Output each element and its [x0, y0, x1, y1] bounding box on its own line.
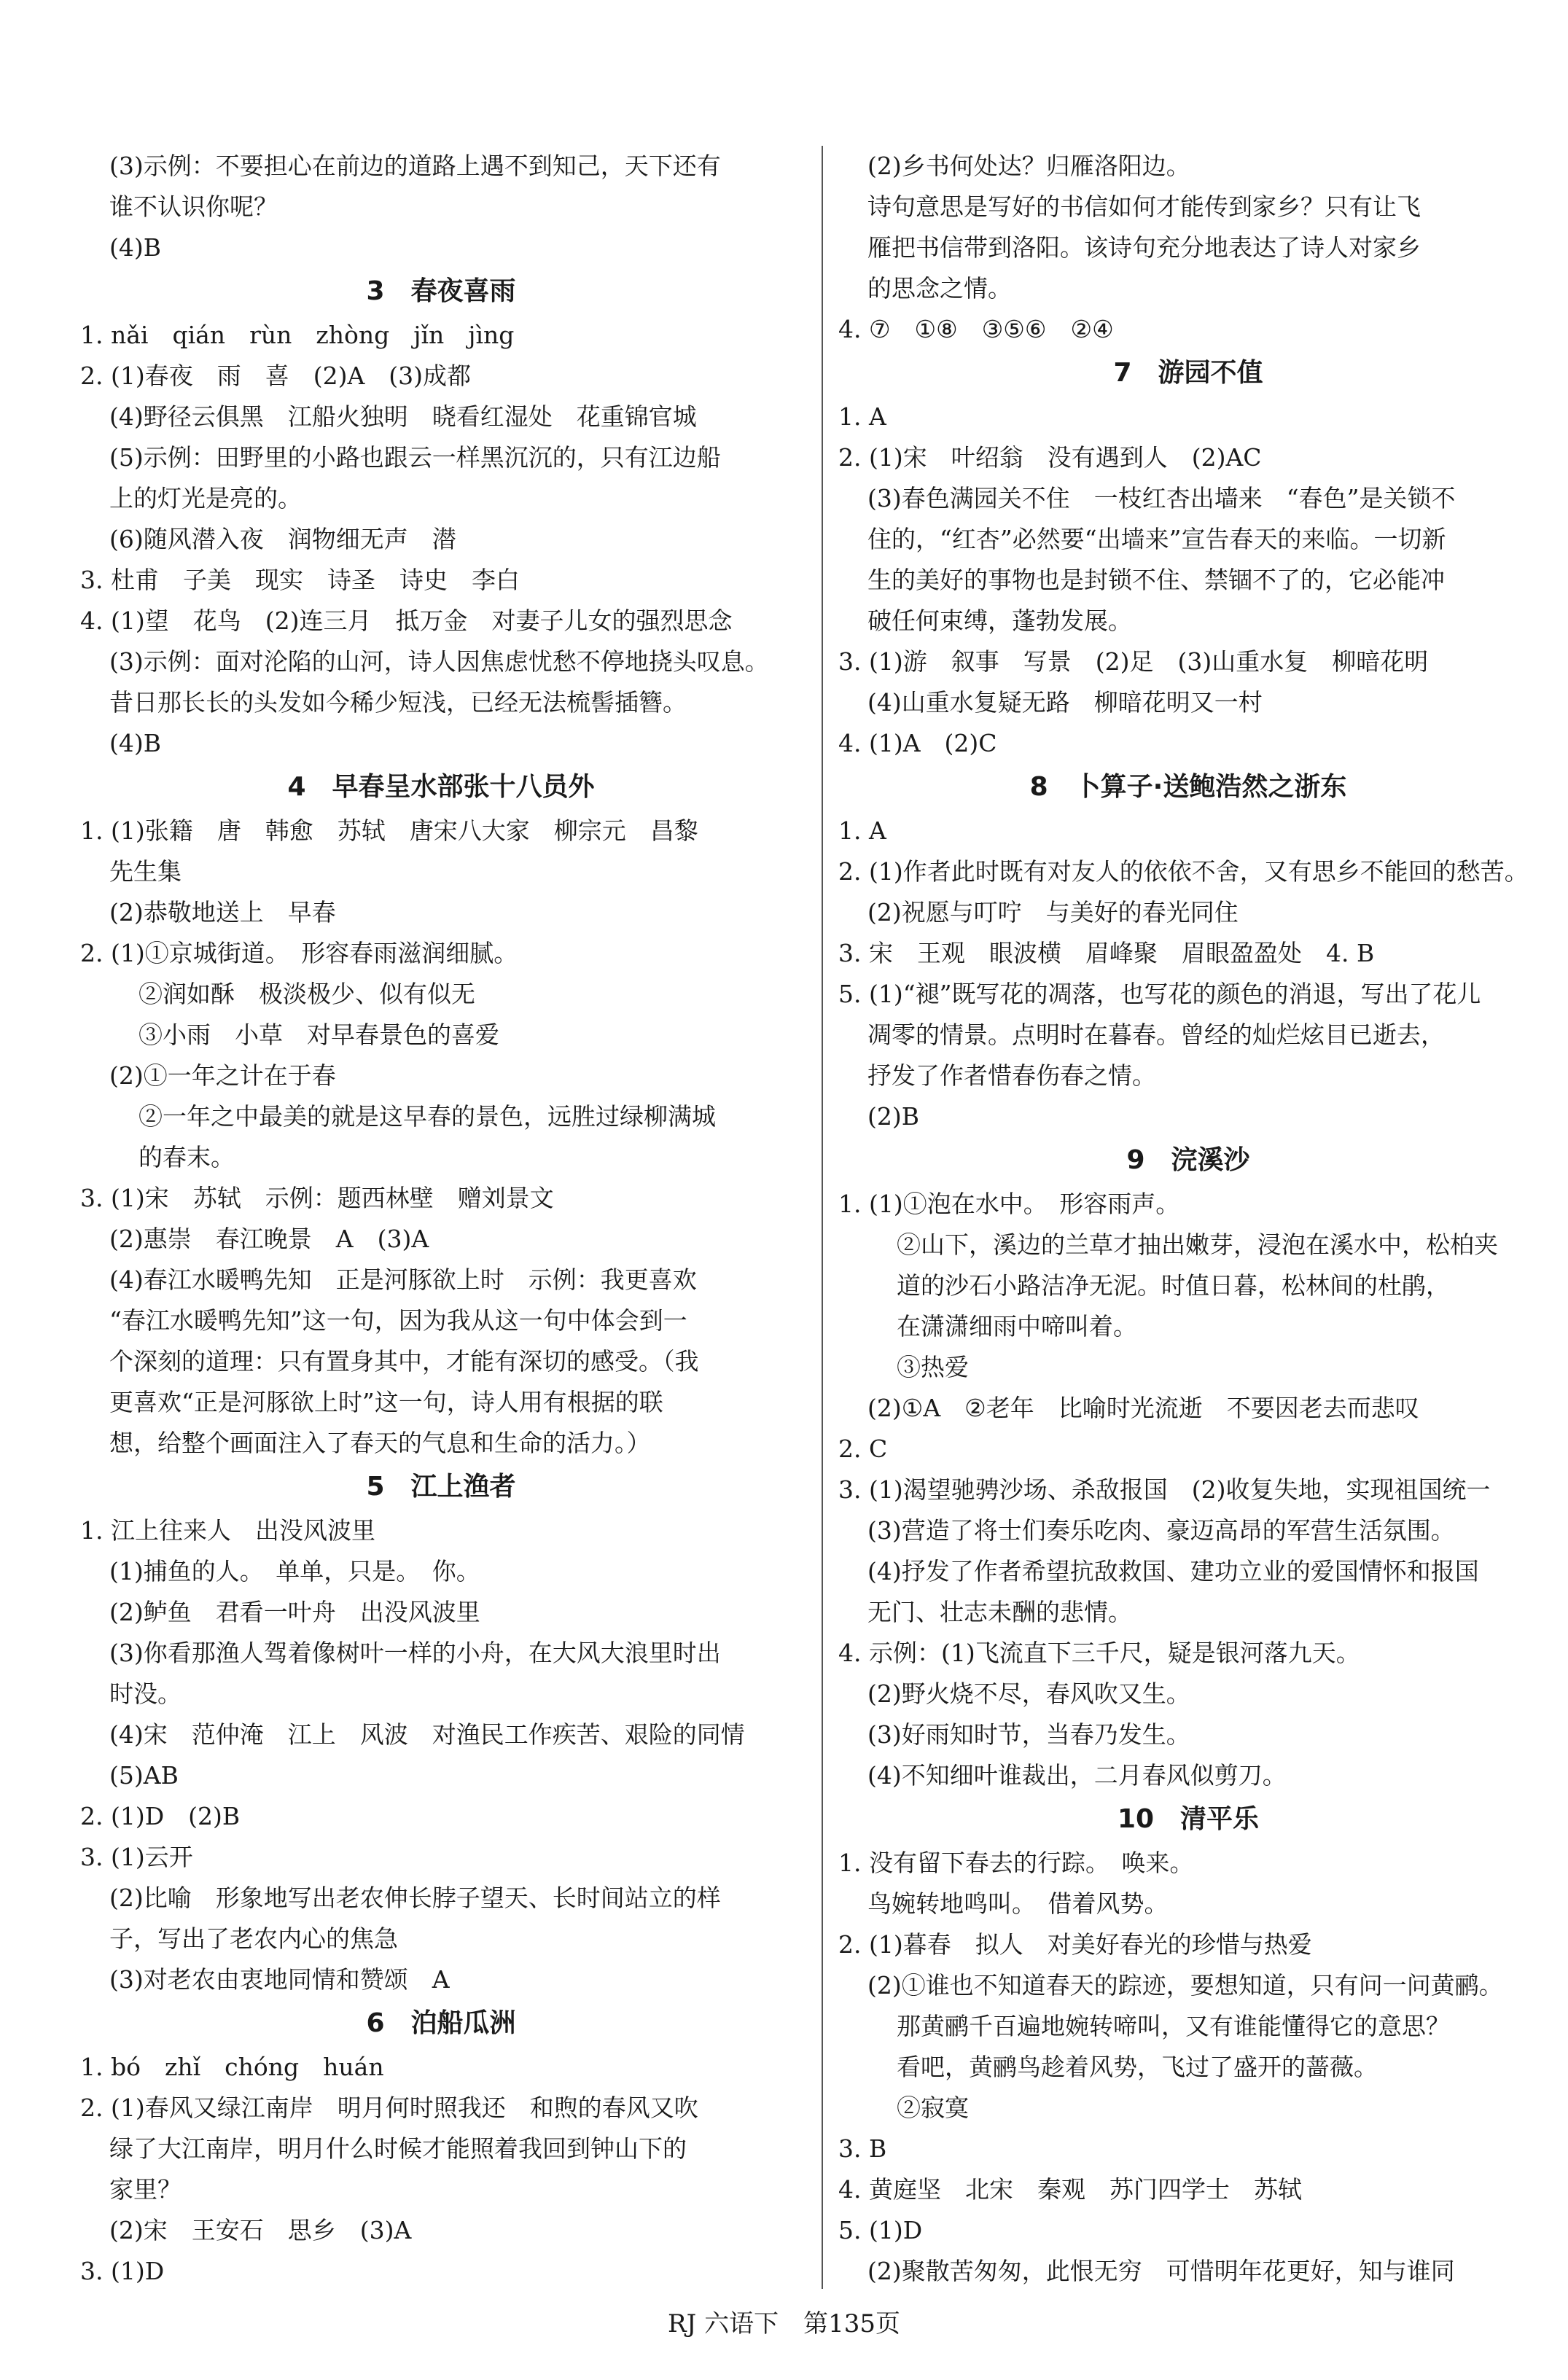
answer-line: (3)对老农由衷地同情和赞颂 A [109, 1965, 450, 1994]
answer-line: 1. (1)张籍 唐 韩愈 苏轼 唐宋八大家 柳宗元 昌黎 [80, 816, 698, 845]
answer-line: ②山下，溪边的兰草才抽出嫩芽，浸泡在溪水中，松柏夹 [897, 1230, 1498, 1259]
answer-line: 凋零的情景。点明时在暮春。曾经的灿烂炫目已逝去， [867, 1021, 1445, 1049]
answer-line: (2)①谁也不知道春天的踪迹，要想知道，只有问一问黄鹂。 [867, 1971, 1503, 1999]
answer-line: (4)抒发了作者希望抗敌救国、建功立业的爱国情怀和报国 [867, 1557, 1479, 1585]
answer-line: 更喜欢“正是河豚欲上时”这一句，诗人用有根据的联 [109, 1388, 663, 1416]
answer-line: 2. (1)宋 叶绍翁 没有遇到人 (2)AC [838, 443, 1262, 472]
section-heading: 4 早春呈水部张十八员外 [287, 772, 595, 802]
answer-line: (6)随风潜入夜 润物细无声 潜 [109, 525, 456, 553]
answer-line: 3. (1)云开 [80, 1843, 193, 1871]
answer-line: 上的灯光是亮的。 [109, 484, 302, 512]
answer-line: 看吧，黄鹂鸟趁着风势，飞过了盛开的蔷薇。 [897, 2053, 1378, 2081]
answer-line: (3)营造了将士们奏乐吃肉、豪迈高昂的军营生活氛围。 [867, 1516, 1455, 1545]
answer-line: 3. (1)渴望驰骋沙场、杀敌报国 (2)收复失地，实现祖国统一 [838, 1475, 1491, 1504]
answer-line: 雁把书信带到洛阳。该诗句充分地表达了诗人对家乡 [867, 233, 1421, 262]
answer-line: 2. C [838, 1435, 888, 1463]
section-heading: 5 江上渔者 [366, 1472, 516, 1502]
answer-line: 家里？ [109, 2175, 182, 2204]
answer-line: ②一年之中最美的就是这早春的景色，远胜过绿柳满城 [139, 1102, 716, 1131]
answer-line: 3. 杜甫 子美 现实 诗圣 诗史 李白 [80, 566, 520, 594]
section-heading: 8 卜算子·送鲍浩然之浙东 [1029, 772, 1347, 802]
answer-line: 2. (1)D (2)B [80, 1802, 241, 1830]
left-column [80, 146, 802, 2292]
answer-line: (4)野径云俱黑 江船火独明 晓看红湿处 花重锦官城 [109, 402, 697, 431]
answer-line: 3. (1)D [80, 2257, 165, 2285]
answer-line: 那黄鹂千百遍地婉转啼叫，又有谁能懂得它的意思？ [897, 2012, 1450, 2040]
answer-line: 1. A [838, 402, 886, 431]
section-heading: 10 清平乐 [1117, 1804, 1260, 1834]
answer-line: 诗句意思是写好的书信如何才能传到家乡？只有让飞 [867, 192, 1421, 221]
answer-line: (2)宋 王安石 思乡 (3)A [109, 2216, 412, 2244]
answer-line: ③小雨 小草 对早春景色的喜爱 [139, 1021, 499, 1049]
answer-line: (3)好雨知时节，当春乃发生。 [867, 1720, 1190, 1749]
answer-line: 无门、壮志未酬的悲情。 [867, 1598, 1132, 1626]
answer-line: 1. 没有留下春去的行踪。 唤来。 [838, 1849, 1194, 1877]
answer-line: (2)聚散苦匆匆，此恨无穷 可惜明年花更好，知与谁同 [867, 2257, 1455, 2285]
answer-line: 3. (1)宋 苏轼 示例：题西林壁 赠刘景文 [80, 1184, 554, 1212]
answer-line: 鸟婉转地鸣叫。 借着风势。 [867, 1889, 1169, 1918]
answer-line: 4. 示例：(1)飞流直下三千尺，疑是银河落九天。 [838, 1639, 1360, 1667]
answer-line: (2)惠崇 春江晚景 A (3)A [109, 1225, 429, 1253]
answer-line: 4. (1)A (2)C [838, 729, 997, 757]
answer-line: (5)示例：田野里的小路也跟云一样黑沉沉的，只有江边船 [109, 443, 721, 472]
answer-line: 3. 宋 王观 眼波横 眉峰聚 眉眼盈盈处 4. B [838, 939, 1375, 967]
answer-line: 抒发了作者惜春伤春之情。 [867, 1061, 1156, 1090]
answer-line: (4)山重水复疑无路 柳暗花明又一村 [867, 688, 1263, 717]
answer-line: (4)宋 范仲淹 江上 风波 对渔民工作疾苦、艰险的同情 [109, 1720, 745, 1749]
answer-line: (2)①一年之计在于春 [109, 1061, 336, 1090]
answer-line: 昔日那长长的头发如今稀少短浅，已经无法梳髻插簪。 [109, 688, 687, 717]
section-heading: 9 浣溪沙 [1126, 1145, 1250, 1175]
answer-line: 在潇潇细雨中啼叫着。 [897, 1312, 1137, 1341]
answer-line: 3. (1)游 叙事 写景 (2)足 (3)山重水复 柳暗花明 [838, 647, 1429, 676]
section-heading: 3 春夜喜雨 [366, 276, 516, 306]
answer-line: 1. nǎi qián rùn zhòng jǐn jìng [80, 321, 515, 349]
answer-line: 2. (1)暮春 拟人 对美好春光的珍惜与热爱 [838, 1930, 1312, 1959]
answer-line: 生的美好的事物也是封锁不住、禁锢不了的，它必能冲 [867, 566, 1445, 594]
answer-line: (3)示例：不要担心在前边的道路上遇不到知己，天下还有 [109, 152, 721, 180]
answer-line: 破任何束缚，蓬勃发展。 [867, 606, 1132, 635]
section-heading: 7 游园不值 [1113, 358, 1263, 388]
answer-line: 2. (1)①京城街道。 形容春雨滋润细腻。 [80, 939, 518, 967]
answer-line: 1. bó zhǐ chóng huán [80, 2053, 384, 2081]
answer-line: 先生集 [109, 857, 182, 886]
answer-line: (2)比喻 形象地写出老农伸长脖子望天、长时间站立的样 [109, 1884, 721, 1912]
answer-line: 4. (1)望 花鸟 (2)连三月 抵万金 对妻子儿女的强烈思念 [80, 606, 733, 635]
answer-line: 1. A [838, 816, 886, 845]
answer-line: 子，写出了老农内心的焦急 [109, 1924, 398, 1953]
answer-line: (4)B [109, 233, 161, 262]
answer-line: 1. 江上往来人 出没风波里 [80, 1516, 375, 1545]
answer-line: (3)示例：面对沦陷的山河，诗人因焦虑忧愁不停地挠头叹息。 [109, 647, 769, 676]
answer-line: (5)AB [109, 1761, 179, 1790]
answer-line: 的思念之情。 [867, 274, 1012, 303]
answer-line: (1)捕鱼的人。 单单，只是。 你。 [109, 1557, 480, 1585]
answer-line: 绿了大江南岸，明月什么时候才能照着我回到钟山下的 [109, 2134, 687, 2163]
answer-line: (2)祝愿与叮咛 与美好的春光同住 [867, 898, 1239, 926]
answer-line: 1. (1)①泡在水中。 形容雨声。 [838, 1190, 1180, 1218]
answer-line: (2)B [867, 1102, 919, 1131]
answer-line: ②寂寞 [897, 2094, 969, 2122]
answer-line: 道的沙石小路洁净无泥。时值日暮，松林间的杜鹃， [897, 1271, 1450, 1300]
answer-line: (4)春江水暖鸭先知 正是河豚欲上时 示例：我更喜欢 [109, 1265, 697, 1294]
right-column [838, 146, 1538, 2292]
answer-line: (4)不知细叶谁裁出，二月春风似剪刀。 [867, 1761, 1287, 1790]
answer-line: (2)鲈鱼 君看一叶舟 出没风波里 [109, 1598, 480, 1626]
answer-line: (2)恭敬地送上 早春 [109, 898, 336, 926]
answer-line: (3)你看那渔人驾着像树叶一样的小舟，在大风大浪里时出 [109, 1639, 721, 1667]
answer-line: 的春末。 [139, 1143, 235, 1171]
answer-line: 3. B [838, 2134, 887, 2163]
answer-line: 谁不认识你呢？ [109, 192, 278, 221]
answer-line: 2. (1)作者此时既有对友人的依依不舍，又有思乡不能回的愁苦。 [838, 857, 1529, 886]
column-divider [822, 146, 823, 2289]
answer-line: (4)B [109, 729, 161, 757]
answer-line: 时没。 [109, 1679, 182, 1708]
answer-line: 5. (1)“褪”既写花的凋落，也写花的颜色的消退，写出了花儿 [838, 980, 1481, 1008]
answer-line: ②润如酥 极淡极少、似有似无 [139, 980, 475, 1008]
answer-line: 5. (1)D [838, 2216, 923, 2244]
answer-line: “春江水暖鸭先知”这一句，因为我从这一句中体会到一 [109, 1306, 687, 1335]
answer-line: 个深刻的道理：只有置身其中，才能有深切的感受。（我 [109, 1347, 699, 1376]
answer-line: 想，给整个画面注入了春天的气息和生命的活力。） [109, 1429, 651, 1457]
answer-line: (2)①A ②老年 比喻时光流逝 不要因老去而悲叹 [867, 1394, 1419, 1422]
answer-line: (3)春色满园关不住 一枝红杏出墙来 “春色”是关锁不 [867, 484, 1456, 512]
answer-line: (2)乡书何处达？归雁洛阳边。 [867, 152, 1190, 180]
answer-line: 2. (1)春夜 雨 喜 (2)A (3)成都 [80, 362, 472, 390]
answer-line: 住的，“红杏”必然要“出墙来”宣告春天的来临。一切新 [867, 525, 1446, 553]
answer-line: 4. 黄庭坚 北宋 秦观 苏门四学士 苏轼 [838, 2175, 1302, 2204]
answer-line: 2. (1)春风又绿江南岸 明月何时照我还 和煦的春风又吹 [80, 2094, 698, 2122]
answer-line: 4. ⑦ ①⑧ ③⑤⑥ ②④ [838, 315, 1114, 343]
answer-line: (2)野火烧不尽，春风吹又生。 [867, 1679, 1190, 1708]
page-footer: RJ 六语下 第135页 [668, 2309, 900, 2338]
answer-line: ③热爱 [897, 1353, 969, 1381]
section-heading: 6 泊船瓜洲 [366, 2008, 516, 2038]
